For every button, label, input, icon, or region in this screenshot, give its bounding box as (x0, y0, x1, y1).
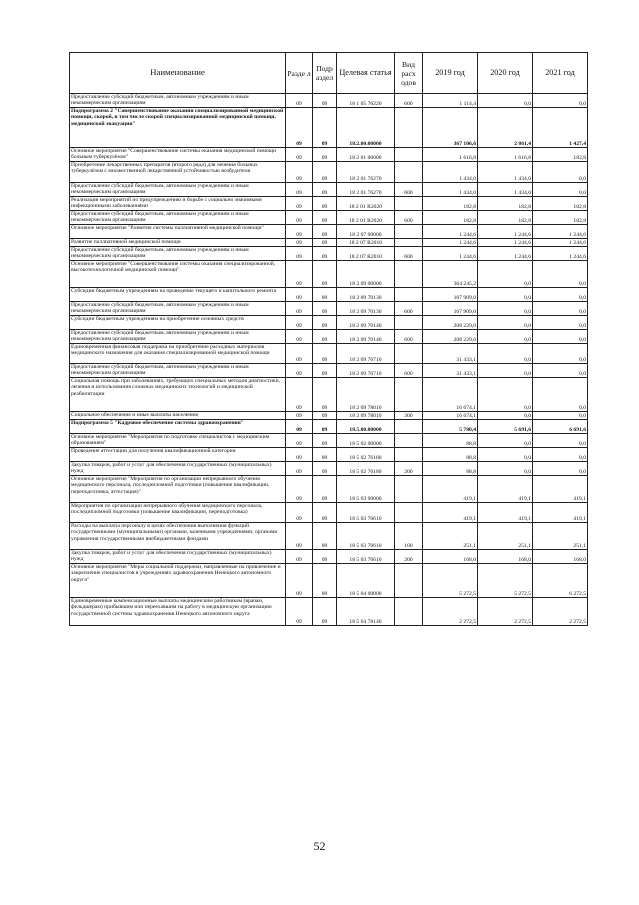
cell-name: Подпрограмма 2 "Совершенствование оказания специализированной медицинской помощи, скорой, в том числе скорой специализированной медицинской помощи, медицинской эвакуации" (70, 108, 286, 148)
table-body (70, 94, 588, 626)
cell-razdel: 09 (286, 412, 313, 420)
cell-celevaya-statya: 18 5 03 76610 (337, 523, 395, 550)
cell-name: Расходы на выплаты персоналу в целях обеспечения выполнения функций государственными (муниципальными) органами, казенными учреждениями, органами управления государственными внебюджетными фондами (70, 523, 286, 550)
table-row (70, 503, 588, 523)
cell-2020: 182,8 (478, 197, 533, 211)
cell-2019: 251,1 (423, 523, 478, 550)
cell-celevaya-statya: 18.5.00.00000 (337, 420, 395, 434)
cell-celevaya-statya: 18 5 02 76180 (337, 448, 395, 462)
cell-razdel: 09 (286, 420, 313, 434)
cell-2019: 419,1 (423, 503, 478, 523)
cell-podrazdel: 09 (313, 316, 337, 330)
cell-2021: 6 691,6 (533, 420, 588, 434)
cell-2021: 0,0 (533, 364, 588, 378)
cell-podrazdel: 09 (313, 261, 337, 288)
header-2019: 2019 год (423, 53, 478, 94)
cell-name: Предоставление субсидий бюджетным, автономным учреждениям и иным некоммерческим организациям (70, 364, 286, 378)
cell-2020: 0,0 (478, 302, 533, 316)
cell-2021: 2 272,5 (533, 598, 588, 626)
cell-vid-raskhodov (395, 288, 423, 302)
cell-2021: 0,0 (533, 412, 588, 420)
table-row (70, 148, 588, 162)
cell-vid-raskhodov (395, 598, 423, 626)
cell-celevaya-statya: 18 2 09 76710 (337, 344, 395, 364)
cell-vid-raskhodov: 200 (395, 550, 423, 564)
cell-podrazdel: 09 (313, 564, 337, 598)
cell-podrazdel: 09 (313, 364, 337, 378)
cell-2021: 0,0 (533, 462, 588, 476)
cell-vid-raskhodov (395, 316, 423, 330)
cell-2019: 88,8 (423, 434, 478, 448)
cell-razdel: 09 (286, 476, 313, 503)
cell-celevaya-statya: 18 2 07 R2010 (337, 247, 395, 261)
table-row (70, 462, 588, 476)
cell-razdel: 09 (286, 434, 313, 448)
cell-2021: 0,0 (533, 330, 588, 344)
table-row (70, 302, 588, 316)
cell-razdel: 09 (286, 462, 313, 476)
cell-name: Мероприятия по организации непрерывного обучения медицинского персонала, последипломной подготовки (повышение квалификации, переподготовка) (70, 503, 286, 523)
table-row (70, 598, 588, 626)
cell-celevaya-statya: 18 2 09 70130 (337, 302, 395, 316)
cell-2020: 0,0 (478, 316, 533, 330)
cell-name: Подпрограмма 5 "Кадровое обеспечение системы здравоохранения" (70, 420, 286, 434)
cell-celevaya-statya: 18 5 04 00000 (337, 564, 395, 598)
cell-2020: 0,0 (478, 434, 533, 448)
cell-2021: 1 244,6 (533, 239, 588, 247)
cell-name: Социальное обеспечение и иные выплаты населению (70, 412, 286, 420)
cell-name: Закупка товаров, работ и услуг для обеспечения государственных (муниципальных) нужд (70, 550, 286, 564)
cell-2019: 1 244,6 (423, 225, 478, 239)
cell-vid-raskhodov (395, 448, 423, 462)
header-celevaya-statya: Целевая статья (337, 53, 395, 94)
cell-name: Единовременные компенсационные выплаты медицинским работникам (врачам, фельдшерам) прибывшим или переехавшим на работу в медицинскую организацию государственной системы здравоохранения Ненецкого автономного округа (70, 598, 286, 626)
cell-name: Основное мероприятие "Совершенствование системы оказания медицинской помощи больным туберкулёзом" (70, 148, 286, 162)
cell-celevaya-statya: 18 2 09 78010 (337, 378, 395, 412)
cell-2020: 1 616,8 (478, 148, 533, 162)
table-row (70, 378, 588, 412)
table-row (70, 550, 588, 564)
table-row (70, 162, 588, 183)
cell-podrazdel: 09 (313, 462, 337, 476)
table-row (70, 225, 588, 239)
cell-2019: 1 434,0 (423, 183, 478, 197)
cell-2019: 107 909,0 (423, 302, 478, 316)
cell-razdel: 09 (286, 211, 313, 225)
cell-2021: 182,8 (533, 148, 588, 162)
cell-razdel: 09 (286, 503, 313, 523)
cell-razdel: 09 (286, 316, 313, 330)
cell-2019: 182,8 (423, 211, 478, 225)
cell-celevaya-statya: 18 2 09 70140 (337, 316, 395, 330)
cell-celevaya-statya: 18.2.00.00000 (337, 108, 395, 148)
cell-vid-raskhodov: 600 (395, 211, 423, 225)
cell-name: Основное мероприятие "Совершенствование системы оказания специализированной, высокотехнологичной медицинской помощи" (70, 261, 286, 288)
cell-razdel: 09 (286, 598, 313, 626)
cell-celevaya-statya: 18 2 09 70130 (337, 288, 395, 302)
cell-2019: 182,8 (423, 197, 478, 211)
cell-2020: 1 244,6 (478, 239, 533, 247)
cell-podrazdel: 09 (313, 503, 337, 523)
header-2020: 2020 год (478, 53, 533, 94)
cell-2019: 367 106,6 (423, 108, 478, 148)
cell-2019: 364 245,2 (423, 261, 478, 288)
cell-name: Проведение аттестации для получения квалификационной категории (70, 448, 286, 462)
cell-2021: 0,0 (533, 162, 588, 183)
cell-name: Приобретение лекарственных препаратов (второго ряда) для лечения больных туберкулёзом с множественной лекарственной устойчивостью возбудителя (70, 162, 286, 183)
cell-2021: 0,0 (533, 434, 588, 448)
cell-podrazdel: 09 (313, 476, 337, 503)
cell-podrazdel: 09 (313, 247, 337, 261)
cell-podrazdel: 09 (313, 288, 337, 302)
header-razdel: Разде л (286, 53, 313, 94)
cell-2020: 419,1 (478, 503, 533, 523)
cell-razdel: 09 (286, 94, 313, 108)
table-row (70, 434, 588, 448)
cell-podrazdel: 09 (313, 378, 337, 412)
cell-2019: 208 229,0 (423, 316, 478, 330)
cell-name: Предоставление субсидий бюджетным, автономным учреждениям и иным некоммерческим организациям (70, 247, 286, 261)
cell-vid-raskhodov (395, 378, 423, 412)
cell-vid-raskhodov (395, 503, 423, 523)
cell-vid-raskhodov (395, 261, 423, 288)
cell-name: Реализация мероприятий по предупреждению и борьбе с социально значимыми инфекционными заболеваниями (70, 197, 286, 211)
table-row (70, 261, 588, 288)
header-2021: 2021 год (533, 53, 588, 94)
cell-2020: 0,0 (478, 364, 533, 378)
cell-2019: 1 244,6 (423, 239, 478, 247)
table-row (70, 316, 588, 330)
cell-2019: 31 433,1 (423, 364, 478, 378)
cell-razdel: 09 (286, 564, 313, 598)
cell-2019: 5 780,4 (423, 420, 478, 434)
table-row (70, 247, 588, 261)
cell-razdel: 09 (286, 108, 313, 148)
cell-razdel: 09 (286, 364, 313, 378)
cell-2020: 1 244,6 (478, 247, 533, 261)
cell-name: Основное мероприятие "Мероприятия по организации непрерывного обучения медицинского персонала, последипломной подготовки (повышение квалификации, переподготовка, аттестация)" (70, 476, 286, 503)
cell-2020: 0,0 (478, 448, 533, 462)
table-row (70, 523, 588, 550)
cell-vid-raskhodov (395, 344, 423, 364)
cell-razdel: 09 (286, 344, 313, 364)
cell-celevaya-statya: 18 5 03 76610 (337, 503, 395, 523)
cell-celevaya-statya: 18 2 09 78010 (337, 412, 395, 420)
cell-razdel: 09 (286, 247, 313, 261)
cell-celevaya-statya: 18 2 01 76270 (337, 183, 395, 197)
cell-2021: 1 244,6 (533, 247, 588, 261)
cell-2020: 1 434,0 (478, 162, 533, 183)
cell-celevaya-statya: 18 1 05 76220 (337, 94, 395, 108)
table-row (70, 364, 588, 378)
cell-2021: 0,0 (533, 302, 588, 316)
cell-2021: 0,0 (533, 316, 588, 330)
cell-podrazdel: 09 (313, 239, 337, 247)
cell-podrazdel: 09 (313, 448, 337, 462)
table-row (70, 94, 588, 108)
cell-podrazdel: 09 (313, 302, 337, 316)
cell-vid-raskhodov: 600 (395, 183, 423, 197)
cell-celevaya-statya: 18 5 02 76180 (337, 462, 395, 476)
cell-celevaya-statya: 18 5 02 00000 (337, 434, 395, 448)
cell-razdel: 09 (286, 225, 313, 239)
cell-celevaya-statya: 18 2 09 00000 (337, 261, 395, 288)
cell-2019: 16 674,1 (423, 378, 478, 412)
cell-vid-raskhodov (395, 108, 423, 148)
cell-celevaya-statya: 18 2 07 00000 (337, 225, 395, 239)
cell-podrazdel: 09 (313, 211, 337, 225)
cell-razdel: 09 (286, 148, 313, 162)
cell-2021: 1 244,6 (533, 225, 588, 239)
table-row (70, 211, 588, 225)
cell-celevaya-statya: 18 2 01 76270 (337, 162, 395, 183)
cell-vid-raskhodov: 600 (395, 94, 423, 108)
budget-table (69, 52, 588, 626)
cell-razdel: 09 (286, 302, 313, 316)
cell-vid-raskhodov (395, 239, 423, 247)
cell-razdel: 09 (286, 288, 313, 302)
cell-2021: 6 272,5 (533, 564, 588, 598)
cell-celevaya-statya: 18 5 03 00000 (337, 476, 395, 503)
cell-vid-raskhodov: 600 (395, 302, 423, 316)
cell-razdel: 09 (286, 162, 313, 183)
cell-razdel: 09 (286, 448, 313, 462)
cell-2020: 0,0 (478, 412, 533, 420)
table-row (70, 420, 588, 434)
cell-2019: 208 229,0 (423, 330, 478, 344)
cell-razdel: 09 (286, 197, 313, 211)
table-row (70, 108, 588, 148)
cell-podrazdel: 09 (313, 330, 337, 344)
cell-2021: 0,0 (533, 288, 588, 302)
cell-celevaya-statya: 18 2 09 76710 (337, 364, 395, 378)
cell-razdel: 09 (286, 378, 313, 412)
cell-2020: 1 244,6 (478, 225, 533, 239)
cell-name: Закупка товаров, работ и услуг для обеспечения государственных (муниципальных) нужд (70, 462, 286, 476)
cell-2020: 5 691,6 (478, 420, 533, 434)
cell-2020: 0,0 (478, 288, 533, 302)
cell-vid-raskhodov (395, 434, 423, 448)
table-row (70, 344, 588, 364)
cell-2021: 419,1 (533, 503, 588, 523)
cell-2019: 419,1 (423, 476, 478, 503)
cell-name: Основное мероприятие "Меры социальной поддержки, направленные на привлечение и закрепление специалистов в учреждениях здравоохранения Ненецкого автономного округа" (70, 564, 286, 598)
cell-2019: 1 244,6 (423, 247, 478, 261)
cell-2019: 88,8 (423, 462, 478, 476)
cell-2020: 5 272,5 (478, 564, 533, 598)
cell-celevaya-statya: 18 2 09 70140 (337, 330, 395, 344)
cell-name: Основное мероприятие "Мероприятия по подготовке специалистов с медицинским образованием" (70, 434, 286, 448)
cell-podrazdel: 09 (313, 434, 337, 448)
cell-vid-raskhodov: 600 (395, 330, 423, 344)
cell-2021: 0,0 (533, 183, 588, 197)
cell-vid-raskhodov: 300 (395, 412, 423, 420)
cell-2019: 1 434,0 (423, 162, 478, 183)
cell-2020: 0,0 (478, 344, 533, 364)
cell-razdel: 09 (286, 330, 313, 344)
cell-celevaya-statya: 18 5 04 78140 (337, 598, 395, 626)
cell-2021: 419,1 (533, 476, 588, 503)
cell-2019: 168,0 (423, 550, 478, 564)
cell-2020: 0,0 (478, 330, 533, 344)
cell-podrazdel: 09 (313, 420, 337, 434)
cell-2020: 0,0 (478, 462, 533, 476)
cell-name: Единовременная финансовая поддержка на приобретение расходных материалов медицинского назначения для оказания специализированной медицинской помощи (70, 344, 286, 364)
cell-vid-raskhodov: 200 (395, 462, 423, 476)
table-row (70, 476, 588, 503)
cell-celevaya-statya: 18 5 03 76610 (337, 550, 395, 564)
cell-2021: 168,0 (533, 550, 588, 564)
cell-podrazdel: 09 (313, 197, 337, 211)
header-name: Наименование (70, 53, 286, 94)
cell-name: Субсидии бюджетным учреждениям на проведение текущего и капитального ремонта (70, 288, 286, 302)
cell-2019: 107 909,0 (423, 288, 478, 302)
cell-2019: 16 674,1 (423, 412, 478, 420)
cell-podrazdel: 09 (313, 162, 337, 183)
cell-2020: 0,0 (478, 94, 533, 108)
table-row (70, 448, 588, 462)
cell-vid-raskhodov: 100 (395, 523, 423, 550)
cell-2021: 182,8 (533, 197, 588, 211)
cell-2021: 0,0 (533, 94, 588, 108)
cell-2020: 1 434,0 (478, 183, 533, 197)
cell-2020: 2 272,5 (478, 598, 533, 626)
cell-podrazdel: 09 (313, 523, 337, 550)
cell-vid-raskhodov (395, 148, 423, 162)
cell-name: Предоставление субсидий бюджетным, автономным учреждениям и иным некоммерческим организациям (70, 302, 286, 316)
cell-vid-raskhodov (395, 162, 423, 183)
cell-name: Предоставление субсидий бюджетным, автономным учреждениям и иным некоммерческим организациям (70, 211, 286, 225)
cell-name: Социальная помощь при заболеваниях, требующих специальных методов диагностики, лечения и использования сложных медицинских технологий и медицинской реабилитации (70, 378, 286, 412)
cell-name: Основное мероприятие "Развитие системы паллиативной медицинской помощи" (70, 225, 286, 239)
cell-name: Предоставление субсидий бюджетным, автономным учреждениям и иным некоммерческим организациям (70, 94, 286, 108)
cell-2019: 2 272,5 (423, 598, 478, 626)
cell-razdel: 09 (286, 183, 313, 197)
cell-2019: 1 616,8 (423, 148, 478, 162)
cell-podrazdel: 09 (313, 598, 337, 626)
cell-razdel: 09 (286, 261, 313, 288)
cell-podrazdel: 09 (313, 148, 337, 162)
header-row (70, 53, 588, 94)
header-vid-raskhodov: Вид расх одов (395, 53, 423, 94)
cell-vid-raskhodov: 600 (395, 247, 423, 261)
cell-2019: 31 433,1 (423, 344, 478, 364)
cell-2019: 88,8 (423, 448, 478, 462)
cell-vid-raskhodov (395, 564, 423, 598)
page-number: 52 (313, 839, 326, 853)
cell-podrazdel: 09 (313, 344, 337, 364)
cell-vid-raskhodov (395, 476, 423, 503)
cell-name: Предоставление субсидий бюджетным, автономным учреждениям и иным некоммерческим организациям (70, 183, 286, 197)
table-row (70, 197, 588, 211)
cell-celevaya-statya: 18 2 01 R2020 (337, 211, 395, 225)
table-row (70, 412, 588, 420)
cell-razdel: 09 (286, 239, 313, 247)
cell-2020: 0,0 (478, 378, 533, 412)
cell-celevaya-statya: 18 2 07 R2010 (337, 239, 395, 247)
cell-celevaya-statya: 18 2 01 R2020 (337, 197, 395, 211)
cell-2021: 0,0 (533, 378, 588, 412)
header-podrazdel: Подр аздел (313, 53, 337, 94)
cell-podrazdel: 09 (313, 94, 337, 108)
cell-2021: 0,0 (533, 261, 588, 288)
cell-2021: 251,1 (533, 523, 588, 550)
table-row (70, 330, 588, 344)
cell-podrazdel: 09 (313, 183, 337, 197)
cell-2021: 0,0 (533, 448, 588, 462)
cell-vid-raskhodov (395, 197, 423, 211)
cell-podrazdel: 09 (313, 412, 337, 420)
cell-2020: 2 861,4 (478, 108, 533, 148)
cell-2019: 5 272,5 (423, 564, 478, 598)
cell-name: Развитие паллиативной медицинской помощи (70, 239, 286, 247)
cell-2021: 182,8 (533, 211, 588, 225)
cell-2020: 251,1 (478, 523, 533, 550)
cell-2020: 182,8 (478, 211, 533, 225)
cell-razdel: 09 (286, 550, 313, 564)
cell-2020: 168,0 (478, 550, 533, 564)
cell-2019: 1 114,4 (423, 94, 478, 108)
cell-2020: 0,0 (478, 261, 533, 288)
table-row (70, 564, 588, 598)
cell-vid-raskhodov: 600 (395, 364, 423, 378)
cell-2021: 1 427,4 (533, 108, 588, 148)
cell-podrazdel: 09 (313, 225, 337, 239)
table-row (70, 183, 588, 197)
table-row (70, 288, 588, 302)
cell-podrazdel: 09 (313, 550, 337, 564)
cell-vid-raskhodov (395, 420, 423, 434)
cell-2020: 419,1 (478, 476, 533, 503)
cell-podrazdel: 09 (313, 108, 337, 148)
cell-razdel: 09 (286, 523, 313, 550)
table-row (70, 239, 588, 247)
cell-name: Субсидии бюджетным учреждениям на приобретение основных средств (70, 316, 286, 330)
cell-name: Предоставление субсидий бюджетным, автономным учреждениям и иным некоммерческим организациям (70, 330, 286, 344)
cell-vid-raskhodov (395, 225, 423, 239)
cell-celevaya-statya: 18 2 01 00000 (337, 148, 395, 162)
cell-2021: 0,0 (533, 344, 588, 364)
